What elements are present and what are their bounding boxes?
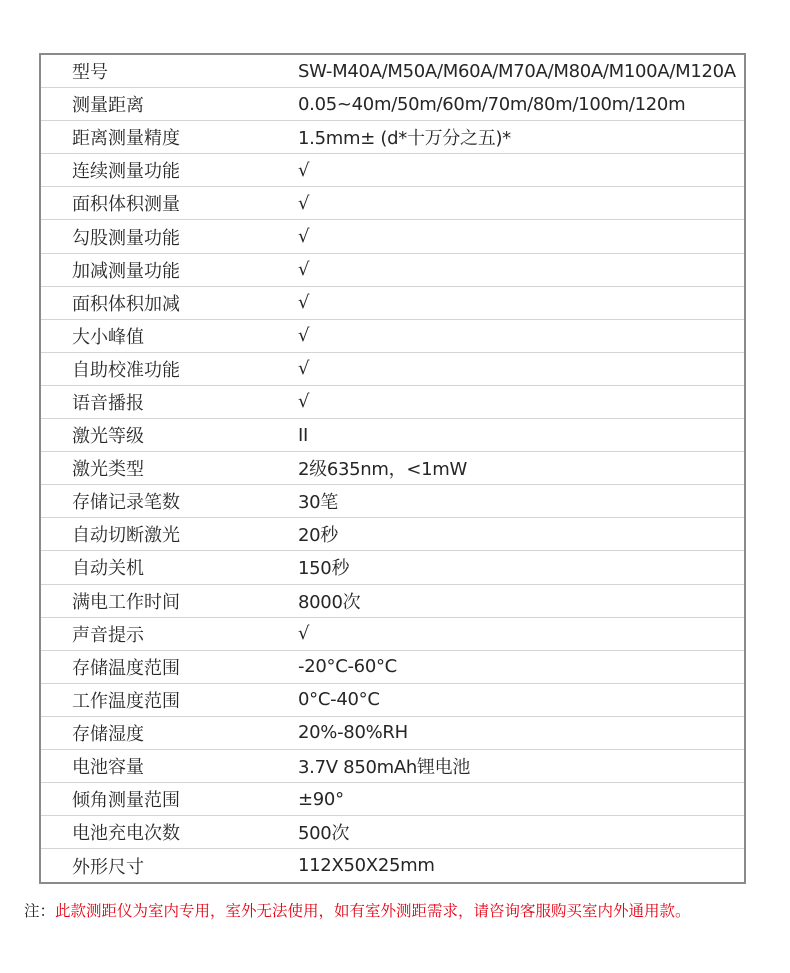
spec-value: 0°C-40°C <box>298 689 380 711</box>
spec-label: 满电工作时间 <box>72 591 180 613</box>
spec-label: 语音播报 <box>72 392 144 414</box>
spec-value: √ <box>298 159 310 181</box>
spec-value: 8000次 <box>298 591 361 613</box>
table-row <box>41 353 744 386</box>
table-row <box>41 585 744 618</box>
spec-label: 自助校准功能 <box>72 359 180 381</box>
spec-label: 倾角测量范围 <box>72 790 180 812</box>
table-row <box>41 55 744 88</box>
table-row <box>41 518 744 551</box>
spec-value: 20秒 <box>298 525 339 547</box>
spec-value: -20°C-60°C <box>298 656 397 678</box>
spec-value: II <box>298 424 309 446</box>
spec-label: 型号 <box>72 62 108 84</box>
spec-value: √ <box>298 226 310 248</box>
spec-label: 存储湿度 <box>72 723 144 745</box>
spec-value: √ <box>298 259 310 281</box>
table-row <box>41 254 744 287</box>
spec-label: 电池充电次数 <box>72 823 180 845</box>
table-row <box>41 386 744 419</box>
spec-value: √ <box>298 358 310 380</box>
spec-value: 500次 <box>298 823 350 845</box>
table-row <box>41 849 744 882</box>
spec-label: 测量距离 <box>72 95 144 117</box>
table-row <box>41 783 744 816</box>
spec-value: 20%-80%RH <box>298 722 408 744</box>
spec-label: 大小峰值 <box>72 326 144 348</box>
spec-value: 2级635nm，<1mW <box>298 459 468 481</box>
spec-value: 0.05~40m/50m/60m/70m/80m/100m/120m <box>298 93 686 115</box>
spec-value: 112X50X25mm <box>298 855 435 877</box>
spec-value: √ <box>298 623 310 645</box>
spec-value: 30笔 <box>298 492 339 514</box>
spec-value: 150秒 <box>298 558 350 580</box>
spec-value: ±90° <box>298 788 344 810</box>
table-row <box>41 452 744 485</box>
table-row <box>41 287 744 320</box>
spec-label: 加减测量功能 <box>72 260 180 282</box>
spec-label: 自动关机 <box>72 558 144 580</box>
table-row <box>41 551 744 584</box>
table-row <box>41 717 744 750</box>
spec-label: 自动切断激光 <box>72 525 180 547</box>
table-row <box>41 154 744 187</box>
table-row <box>41 684 744 717</box>
table-row <box>41 187 744 220</box>
spec-label: 激光类型 <box>72 459 144 481</box>
spec-label: 外形尺寸 <box>72 856 144 878</box>
table-row <box>41 220 744 253</box>
spec-label: 声音提示 <box>72 624 144 646</box>
table-row <box>41 121 744 154</box>
spec-label: 激光等级 <box>72 426 144 448</box>
spec-label: 勾股测量功能 <box>72 227 180 249</box>
spec-table <box>39 53 746 884</box>
table-row <box>41 485 744 518</box>
table-row <box>41 750 744 783</box>
spec-label: 电池容量 <box>72 757 144 779</box>
spec-value: √ <box>298 192 310 214</box>
spec-label: 工作温度范围 <box>72 690 180 712</box>
spec-label: 存储温度范围 <box>72 657 180 679</box>
spec-value: SW-M40A/M50A/M60A/M70A/M80A/M100A/M120A <box>298 60 736 82</box>
footnote <box>24 899 691 921</box>
table-row <box>41 320 744 353</box>
spec-label: 距离测量精度 <box>72 128 180 150</box>
table-row <box>41 88 744 121</box>
spec-value: 3.7V 850mAh锂电池 <box>298 757 471 779</box>
spec-value: √ <box>298 325 310 347</box>
spec-value: 1.5mm± (d*十万分之五)* <box>298 128 511 150</box>
spec-label: 连续测量功能 <box>72 161 180 183</box>
table-row <box>41 618 744 651</box>
footnote-text: 此款测距仪为室内专用，室外无法使用，如有室外测距需求，请咨询客服购买室内外通用款。 <box>55 902 691 920</box>
spec-value: √ <box>298 292 310 314</box>
footnote-prefix: 注： <box>24 902 56 920</box>
spec-label: 面积体积加减 <box>72 293 180 315</box>
spec-label: 存储记录笔数 <box>72 492 180 514</box>
table-row <box>41 651 744 684</box>
table-row <box>41 419 744 452</box>
spec-label: 面积体积测量 <box>72 194 180 216</box>
table-row <box>41 816 744 849</box>
spec-value: √ <box>298 391 310 413</box>
